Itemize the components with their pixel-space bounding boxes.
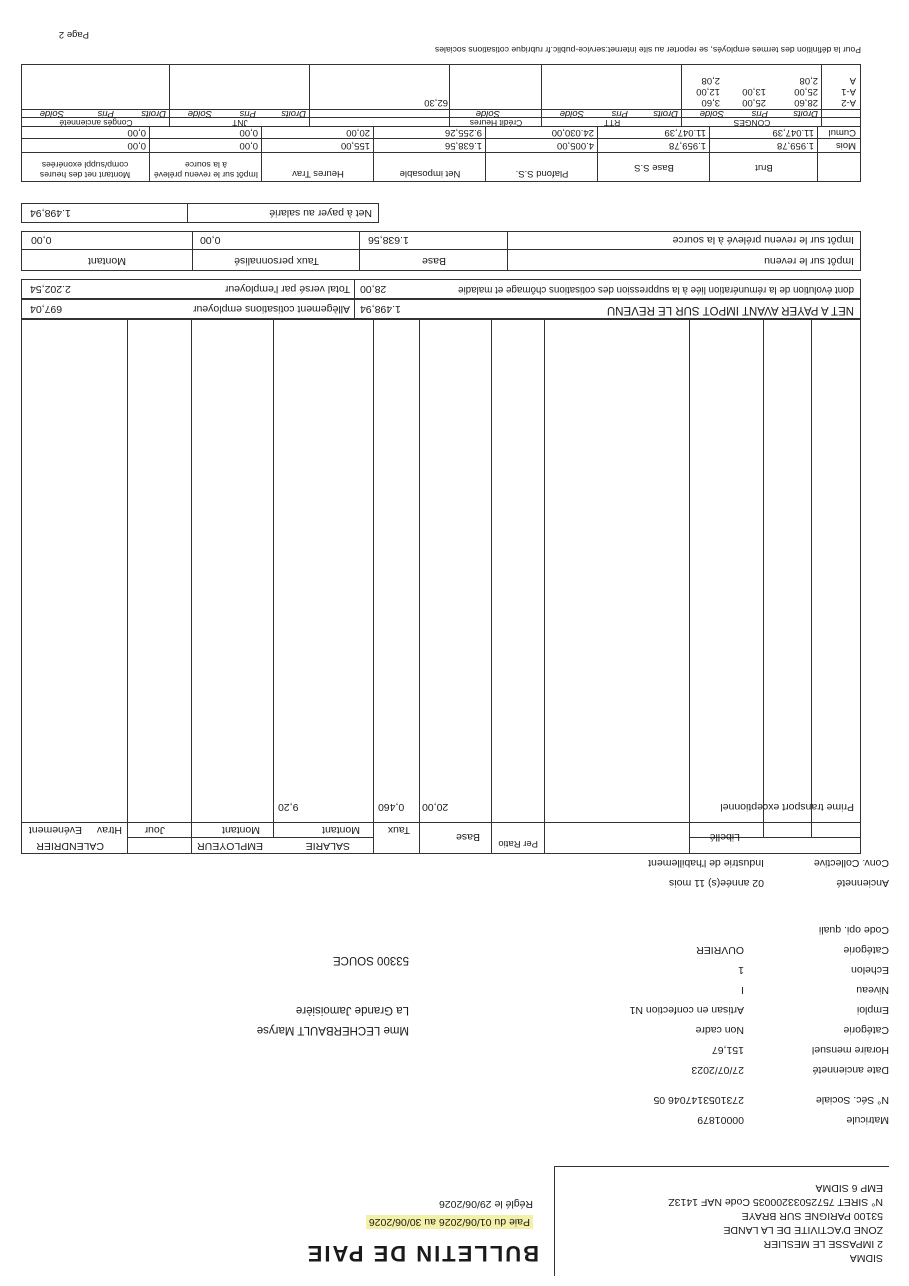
employee-city: 53300 SOUCE xyxy=(332,954,409,966)
paid-date: Réglé le 29/06/2026 xyxy=(439,1198,533,1210)
col-montant-employeur: Montant xyxy=(222,824,260,836)
info-row: Echelon 1 xyxy=(738,964,889,976)
tax-row-label: Impôt sur le revenu prélevé à la source xyxy=(672,234,854,246)
info-row: Niveau I xyxy=(741,984,889,996)
net-pay-label: Net à payer au salarié xyxy=(269,207,372,219)
pay-lines-table: Libellé Per Ratio Base SALARIE Taux Montant EMPLOYEUR Montant CALENDRIER Jour Htrav Evénement Prime transport exceptionnel 20,00 0,460 9,20 xyxy=(21,319,861,854)
employer-box xyxy=(554,1166,889,1276)
col-evenement: Evénement xyxy=(28,824,82,836)
total-header-heures-exonerees: Montant net des heures comp/suppl exonérées xyxy=(39,160,131,180)
employer-city: 53100 PARIGNE SUR BRAYE xyxy=(741,1210,883,1222)
allegement-label: Allègement cotisations employeur xyxy=(193,303,350,315)
seniority-label: Ancienneté xyxy=(836,877,889,889)
tax-amount-label: Montant xyxy=(88,255,126,267)
evolution-box xyxy=(21,279,861,299)
evolution-label: dont évolution de la rémunération liée à la suppression des cotisations chômage et maladie xyxy=(458,284,854,295)
info-row: Date ancienneté 27/07/2023 xyxy=(691,1064,889,1076)
leave-credit-title: Crédit Heures xyxy=(469,118,523,128)
tax-header-label: Impôt sur le revenu xyxy=(764,255,854,267)
employee-name: Mme LECHERBAULT Maryse xyxy=(256,1024,409,1036)
tax-amount-value: 0,00 xyxy=(31,234,52,246)
employer-emp: EMP 6 SIDMA xyxy=(815,1182,883,1194)
col-per-ratio: Per Ratio xyxy=(498,838,538,849)
leave-conges-title: CONGES xyxy=(733,118,771,128)
col-employeur: EMPLOYEUR xyxy=(197,840,263,852)
page-number: Page 2 xyxy=(58,29,89,40)
totals-table: Brut Base S.S Plafond S.S. Net imposable Heures Trav Impôt sur le revenu prélevé à la source Montant net des heures comp/suppl exonérées Mois 1.959,78 1.959,78 4.005,00 1.638,56 155,00 0,00 0,00 Cumul 11.047,39 11.047,39 24.030,00 9.255,26 20,00 0,00 0,00 xyxy=(21,126,861,182)
leave-jnt-title: JNT xyxy=(232,118,248,128)
col-libelle: Libellé xyxy=(709,831,740,843)
leave-table: CONGES RTT Crédit Heures JNT Congés ancienneté Droits Pris Solde Droits Pris Solde Solde Droits Pris Solde Droits Pris Solde A-2 28,60 25,00 3,60 A-1 25,00 13,00 12,00 A 2,08 2,08 62,30 xyxy=(21,64,861,126)
col-montant-salarie: Montant xyxy=(322,824,360,836)
pay-period: Paie du 01/06/2026 au 30/06/2026 xyxy=(366,1215,533,1229)
employer-name: SIDMA xyxy=(849,1252,883,1264)
info-row: Code opi. quali xyxy=(818,924,889,936)
col-base: Base xyxy=(456,831,480,843)
tax-rate-value: 0,00 xyxy=(200,234,221,246)
seniority-value: 02 année(s) 11 mois xyxy=(669,877,764,889)
employee-address: La Grande Jamoisière xyxy=(295,1004,409,1016)
income-tax-box xyxy=(21,231,861,271)
footer-note: Pour la définition des termes employés, se reporter au site internet:service-public.fr rubrique cotisations sociales xyxy=(434,45,861,55)
net-before-tax-value: 1.498,94 xyxy=(360,303,401,315)
total-header-base-ss: Base S.S xyxy=(634,162,674,173)
convention-label: Conv. Collective xyxy=(813,857,889,869)
total-header-heures: Heures Trav xyxy=(292,168,344,179)
net-before-tax-label: NET A PAYER AVANT IMPOT SUR LE REVENU xyxy=(606,304,854,316)
total-header-brut: Brut xyxy=(755,162,773,173)
total-employer-value: 2.202,54 xyxy=(30,283,71,295)
info-row: Catégorie OUVRIER xyxy=(696,944,889,956)
col-taux: Taux xyxy=(387,824,410,836)
leave-anc-title: Congés ancienneté xyxy=(59,118,133,128)
info-row: N° Séc. Sociale 2731053147046 05 xyxy=(653,1094,889,1106)
employer-siret: N° SIRET 75725033200035 Code NAF 1413Z xyxy=(668,1196,883,1208)
page-title: BULLETIN DE PAIE xyxy=(305,1241,539,1266)
employer-address1: 2 IMPASSE LE MESLIER xyxy=(763,1238,883,1250)
net-pay-box xyxy=(21,203,379,223)
net-pay-value: 1.498,94 xyxy=(30,207,71,219)
col-htrav: Htrav xyxy=(96,824,122,836)
tax-rate-label: Taux personnalisé xyxy=(234,255,319,267)
info-row: Catégorie Non cadre xyxy=(695,1024,889,1036)
evolution-value: 28,00 xyxy=(360,283,387,295)
total-employer-label: Total versé par l'employeur xyxy=(224,283,350,295)
info-row: Matricule 00001879 xyxy=(697,1114,889,1126)
total-header-impot: Impôt sur le revenu prélevé à la source xyxy=(153,160,259,180)
info-row: Emploi Artisan en confection N1 xyxy=(629,1004,889,1016)
tax-base-value: 1.638,56 xyxy=(368,234,409,246)
leave-rtt-title: RTT xyxy=(603,118,621,128)
col-salarie: SALARIE xyxy=(305,840,350,852)
info-row: Horaire mensuel 151,67 xyxy=(711,1044,889,1056)
convention-value: Industrie de l'habillement xyxy=(648,857,764,869)
net-before-tax-box xyxy=(21,299,861,319)
total-header-plafond: Plafond S.S. xyxy=(515,168,569,179)
allegement-value: 697,04 xyxy=(30,303,63,315)
col-jour: Jour xyxy=(144,824,165,836)
tax-base-label: Base xyxy=(422,255,446,267)
total-header-net-imposable: Net imposable xyxy=(399,168,461,179)
employer-address2: ZONE D'ACTIVITE DE LA LANDE xyxy=(723,1224,883,1236)
employee-info xyxy=(509,916,889,1126)
col-calendrier: CALENDRIER xyxy=(36,840,104,852)
credit-hours-balance: 62,30 xyxy=(424,97,448,108)
